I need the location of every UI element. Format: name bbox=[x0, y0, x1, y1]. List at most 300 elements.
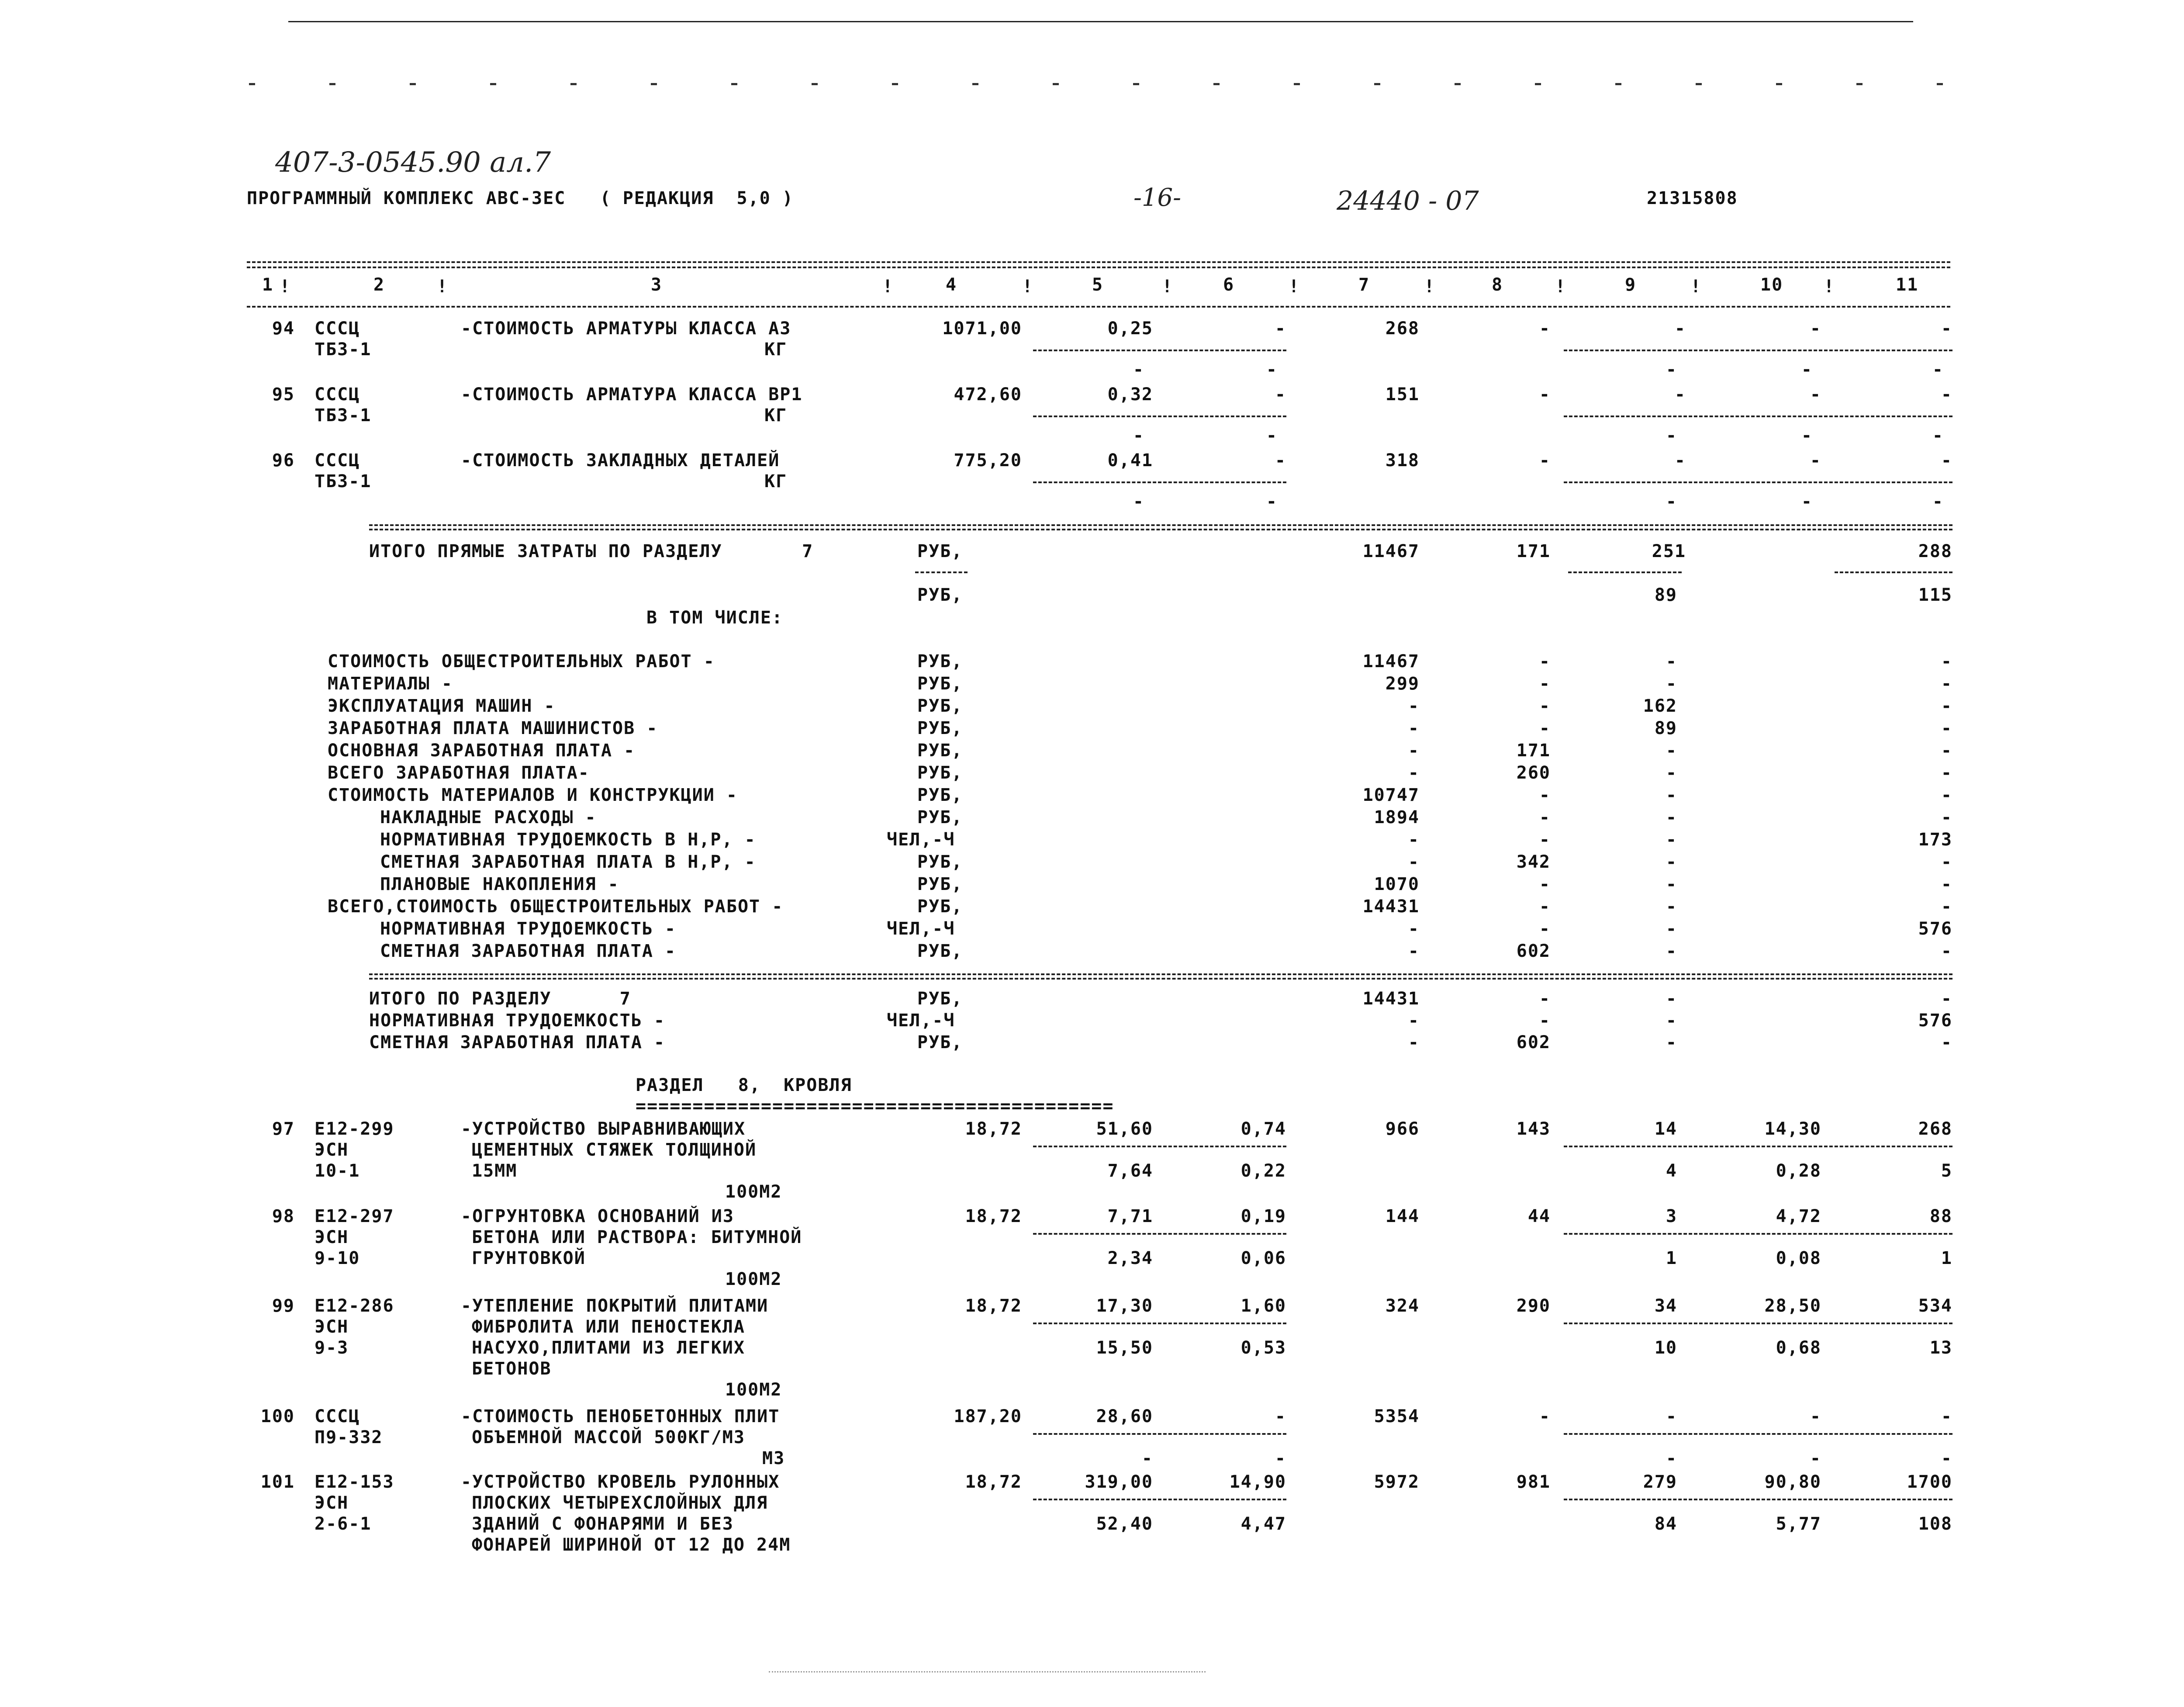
cell-c10: 28,50 bbox=[1764, 1296, 1821, 1316]
cell-c11: - bbox=[1941, 1406, 1952, 1427]
section-total-c11: - bbox=[1941, 1032, 1952, 1053]
cell-sub-c6: - bbox=[1266, 492, 1278, 512]
table-top-rule bbox=[247, 261, 1950, 263]
cell-c11: 534 bbox=[1918, 1296, 1952, 1316]
total-c9: 251 bbox=[1652, 541, 1686, 561]
section-rule bbox=[369, 529, 1952, 530]
program-title: ПРОГРАММНЫЙ КОМПЛЕКС АВС-3ЕС ( РЕДАКЦИЯ 5,0 ) bbox=[247, 188, 794, 208]
breakdown-label: ЭКСПЛУАТАЦИЯ МАШИН - bbox=[328, 696, 556, 716]
cell-sub-c10: - bbox=[1801, 360, 1813, 380]
item-number: 95 bbox=[272, 384, 295, 405]
cell-c7: 966 bbox=[1385, 1119, 1420, 1139]
breakdown-c9: - bbox=[1666, 651, 1677, 672]
cell-sub-s9: 1 bbox=[1666, 1248, 1677, 1268]
breakdown-c9: - bbox=[1666, 763, 1677, 783]
column-separator: ! bbox=[1162, 277, 1174, 297]
cell-sub-c5: - bbox=[1133, 492, 1144, 512]
breakdown-label: СМЕТНАЯ ЗАРАБОТНАЯ ПЛАТА В Н,Р, - bbox=[380, 852, 756, 872]
cell-c9: 279 bbox=[1643, 1472, 1677, 1492]
perforation-tick bbox=[1455, 83, 1461, 85]
column-separator: ! bbox=[1022, 277, 1034, 297]
cell-c11: - bbox=[1941, 384, 1952, 405]
subtotal-rule bbox=[1033, 1499, 1286, 1500]
perforation-tick bbox=[410, 83, 416, 85]
item-unit: КГ bbox=[764, 471, 788, 492]
section-total-unit: ЧЕЛ,-Ч bbox=[887, 1011, 955, 1031]
section-total-unit: РУБ, bbox=[917, 1032, 963, 1053]
breakdown-unit: ЧЕЛ,-Ч bbox=[887, 919, 955, 939]
column-number: 10 bbox=[1760, 275, 1783, 295]
column-separator: ! bbox=[280, 277, 291, 297]
cell-c8: 981 bbox=[1516, 1472, 1551, 1492]
column-separator: ! bbox=[1555, 277, 1567, 297]
scan-speckle bbox=[769, 1671, 1206, 1672]
section-rule bbox=[369, 524, 1952, 526]
section-total-c7: 14431 bbox=[1362, 989, 1420, 1009]
item-description: НАСУХО,ПЛИТАМИ ИЗ ЛЕГКИХ bbox=[472, 1338, 745, 1358]
breakdown-c8: - bbox=[1539, 674, 1551, 694]
cell-sub-s9: - bbox=[1666, 1448, 1677, 1468]
item-code: ЭСН bbox=[314, 1140, 349, 1160]
item-number: 99 bbox=[272, 1296, 295, 1316]
item-code: П9-332 bbox=[314, 1427, 383, 1447]
total-c8: 171 bbox=[1516, 541, 1551, 561]
cell-c5: 28,60 bbox=[1096, 1406, 1153, 1427]
item-description: ОБЪЕМНОЙ МАССОЙ 500КГ/М3 bbox=[472, 1427, 745, 1447]
cell-c6: - bbox=[1275, 384, 1286, 405]
breakdown-c8: - bbox=[1539, 919, 1551, 939]
item-description: -СТОИМОСТЬ АРМАТУРА КЛАССА ВР1 bbox=[461, 384, 803, 405]
item-unit: 100М2 bbox=[725, 1269, 782, 1289]
section-total-label: НОРМАТИВНАЯ ТРУДОЕМКОСТЬ - bbox=[369, 1011, 666, 1031]
subtotal-rule bbox=[1564, 481, 1952, 483]
breakdown-c7: 299 bbox=[1385, 674, 1420, 694]
breakdown-c8: 602 bbox=[1516, 941, 1551, 961]
item-code: 2-6-1 bbox=[314, 1514, 372, 1534]
cell-c5: 51,60 bbox=[1096, 1119, 1153, 1139]
cell-c6: - bbox=[1275, 1406, 1286, 1427]
breakdown-unit: РУБ, bbox=[917, 674, 963, 694]
cell-c5: 7,71 bbox=[1107, 1206, 1153, 1226]
breakdown-c8: - bbox=[1539, 830, 1551, 850]
subtotal-rule bbox=[1564, 1499, 1952, 1500]
item-number: 97 bbox=[272, 1119, 295, 1139]
total-unit: РУБ, bbox=[917, 541, 963, 561]
item-description: ГРУНТОВКОЙ bbox=[472, 1248, 586, 1268]
cell-sub-s6: 0,53 bbox=[1241, 1338, 1286, 1358]
item-unit: М3 bbox=[762, 1448, 785, 1468]
item-number: 94 bbox=[272, 319, 295, 339]
scan-top-rule bbox=[288, 21, 1913, 22]
cell-c7: 268 bbox=[1385, 319, 1420, 339]
breakdown-c7: - bbox=[1408, 696, 1420, 716]
cell-c11: 1700 bbox=[1907, 1472, 1952, 1492]
cell-sub-s10: - bbox=[1810, 1448, 1821, 1468]
column-separator: ! bbox=[437, 277, 449, 297]
cell-c5: 0,41 bbox=[1107, 450, 1153, 471]
table-top-rule-2 bbox=[247, 267, 1950, 268]
item-unit: 100М2 bbox=[725, 1380, 782, 1400]
item-description: ФОНАРЕЙ ШИРИНОЙ ОТ 12 ДО 24М bbox=[472, 1535, 791, 1555]
section-8-underline: ========================================== bbox=[636, 1096, 1114, 1116]
breakdown-c8: 171 bbox=[1516, 741, 1551, 761]
cell-c5: 17,30 bbox=[1096, 1296, 1153, 1316]
breakdown-unit: РУБ, bbox=[917, 807, 963, 828]
item-code: 9-3 bbox=[314, 1338, 349, 1358]
item-code: СССЦ bbox=[314, 384, 360, 405]
column-number: 11 bbox=[1896, 275, 1919, 295]
cell-sub-s6: 0,22 bbox=[1241, 1161, 1286, 1181]
item-description: -УТЕПЛЕНИЕ ПОКРЫТИЙ ПЛИТАМИ bbox=[461, 1296, 769, 1316]
subtotal-rule bbox=[1564, 415, 1952, 417]
item-code: Е12-297 bbox=[314, 1206, 394, 1226]
column-number: 8 bbox=[1492, 275, 1503, 295]
breakdown-c11: - bbox=[1941, 741, 1952, 761]
subtotal-rule bbox=[1564, 350, 1952, 351]
breakdown-c11: - bbox=[1941, 718, 1952, 738]
column-number: 5 bbox=[1092, 275, 1104, 295]
breakdown-label: СТОИМОСТЬ МАТЕРИАЛОВ И КОНСТРУКЦИИ - bbox=[328, 785, 738, 805]
breakdown-label: ПЛАНОВЫЕ НАКОПЛЕНИЯ - bbox=[380, 874, 619, 894]
cell-sub-s5: 7,64 bbox=[1107, 1161, 1153, 1181]
cell-c6: 14,90 bbox=[1229, 1472, 1286, 1492]
cell-c10: - bbox=[1810, 384, 1821, 405]
including-label: В ТОМ ЧИСЛЕ: bbox=[646, 608, 783, 628]
cell-c9: 3 bbox=[1666, 1206, 1677, 1226]
total-direct-label: ИТОГО ПРЯМЫЕ ЗАТРАТЫ ПО РАЗДЕЛУ 7 bbox=[369, 541, 814, 561]
perforation-tick bbox=[1776, 83, 1782, 85]
column-number: 1 bbox=[262, 275, 274, 295]
breakdown-c8: - bbox=[1539, 807, 1551, 828]
item-code: Е12-153 bbox=[314, 1472, 394, 1492]
item-number: 100 bbox=[260, 1406, 295, 1427]
total-c7: 11467 bbox=[1362, 541, 1420, 561]
item-code: ТБ3-1 bbox=[314, 339, 372, 360]
cell-c8: 290 bbox=[1516, 1296, 1551, 1316]
cell-sub-s10: 5,77 bbox=[1776, 1514, 1821, 1534]
breakdown-c8: - bbox=[1539, 874, 1551, 894]
perforation-tick bbox=[1856, 83, 1863, 85]
section-total-c7: - bbox=[1408, 1011, 1420, 1031]
cell-c10: - bbox=[1810, 1406, 1821, 1427]
cell-c10: 90,80 bbox=[1764, 1472, 1821, 1492]
item-description: ЗДАНИЙ С ФОНАРЯМИ И БЕЗ bbox=[472, 1514, 734, 1534]
cell-sub-s5: 15,50 bbox=[1096, 1338, 1153, 1358]
perforation-tick bbox=[812, 83, 818, 85]
column-number: 7 bbox=[1358, 275, 1370, 295]
perforation-tick bbox=[1615, 83, 1621, 85]
perforation-tick bbox=[249, 83, 255, 85]
item-code: 9-10 bbox=[314, 1248, 360, 1268]
perforation-tick bbox=[1696, 83, 1702, 85]
total-underline bbox=[1568, 571, 1682, 573]
item-number: 96 bbox=[272, 450, 295, 471]
breakdown-c7: 10747 bbox=[1362, 785, 1420, 805]
cell-c10: 4,72 bbox=[1776, 1206, 1821, 1226]
breakdown-c11: - bbox=[1941, 763, 1952, 783]
breakdown-c8: 260 bbox=[1516, 763, 1551, 783]
cell-sub-c11: - bbox=[1932, 360, 1944, 380]
section-total-c9: - bbox=[1666, 1011, 1677, 1031]
cell-c9: - bbox=[1674, 319, 1686, 339]
cell-c8: 44 bbox=[1527, 1206, 1551, 1226]
item-code: ТБ3-1 bbox=[314, 471, 372, 492]
cell-c4: 187,20 bbox=[954, 1406, 1022, 1427]
handwritten-code: 407-3-0545.90 ал.7 bbox=[275, 146, 551, 179]
breakdown-c8: - bbox=[1539, 718, 1551, 738]
breakdown-label: ЗАРАБОТНАЯ ПЛАТА МАШИНИСТОВ - bbox=[328, 718, 658, 738]
cell-sub-s11: 13 bbox=[1929, 1338, 1952, 1358]
breakdown-c7: - bbox=[1408, 718, 1420, 738]
breakdown-c8: 342 bbox=[1516, 852, 1551, 872]
breakdown-label: ВСЕГО ЗАРАБОТНАЯ ПЛАТА- bbox=[328, 763, 590, 783]
cell-sub-c10: - bbox=[1801, 426, 1813, 446]
item-code: СССЦ bbox=[314, 319, 360, 339]
breakdown-c9: - bbox=[1666, 674, 1677, 694]
breakdown-c9: 162 bbox=[1643, 696, 1677, 716]
item-code: ТБ3-1 bbox=[314, 405, 372, 426]
column-number: 9 bbox=[1625, 275, 1637, 295]
breakdown-c11: - bbox=[1941, 941, 1952, 961]
breakdown-unit: РУБ, bbox=[917, 897, 963, 917]
section-total-unit: РУБ, bbox=[917, 989, 963, 1009]
cell-sub-s5: 52,40 bbox=[1096, 1514, 1153, 1534]
item-unit: КГ bbox=[764, 339, 788, 360]
perforation-tick bbox=[731, 83, 737, 85]
cell-sub-c5: - bbox=[1133, 426, 1144, 446]
cell-sub-s11: 5 bbox=[1941, 1161, 1952, 1181]
subtotal-rule bbox=[1564, 1433, 1952, 1435]
column-number: 3 bbox=[651, 275, 663, 295]
breakdown-c7: - bbox=[1408, 941, 1420, 961]
cell-c5: 0,25 bbox=[1107, 319, 1153, 339]
item-number: 98 bbox=[272, 1206, 295, 1226]
breakdown-c9: - bbox=[1666, 941, 1677, 961]
breakdown-c7: - bbox=[1408, 852, 1420, 872]
total-unit-2: РУБ, bbox=[917, 585, 963, 605]
breakdown-label: СТОИМОСТЬ ОБЩЕСТРОИТЕЛЬНЫХ РАБОТ - bbox=[328, 651, 715, 672]
cell-c4: 18,72 bbox=[965, 1119, 1022, 1139]
item-description: БЕТОНА ИЛИ РАСТВОРА: БИТУМНОЙ bbox=[472, 1227, 802, 1247]
breakdown-c7: 14431 bbox=[1362, 897, 1420, 917]
section-total-c8: - bbox=[1539, 1011, 1551, 1031]
breakdown-c9: - bbox=[1666, 741, 1677, 761]
breakdown-label: МАТЕРИАЛЫ - bbox=[328, 674, 453, 694]
breakdown-c7: - bbox=[1408, 919, 1420, 939]
breakdown-c9: 89 bbox=[1654, 718, 1677, 738]
breakdown-c11: 576 bbox=[1918, 919, 1952, 939]
total-underline bbox=[915, 571, 968, 573]
cell-c4: 1071,00 bbox=[942, 319, 1022, 339]
cell-sub-s9: 10 bbox=[1654, 1338, 1677, 1358]
subtotal-rule bbox=[1033, 1323, 1286, 1324]
item-code: СССЦ bbox=[314, 1406, 360, 1427]
column-separator: ! bbox=[1289, 277, 1300, 297]
subtotal-rule bbox=[1033, 1146, 1286, 1147]
breakdown-unit: РУБ, bbox=[917, 874, 963, 894]
breakdown-c11: - bbox=[1941, 696, 1952, 716]
item-unit: КГ bbox=[764, 405, 788, 426]
breakdown-c9: - bbox=[1666, 830, 1677, 850]
cell-c4: 472,60 bbox=[954, 384, 1022, 405]
breakdown-c7: - bbox=[1408, 741, 1420, 761]
breakdown-c11: - bbox=[1941, 674, 1952, 694]
cell-c9: 34 bbox=[1654, 1296, 1677, 1316]
cell-sub-s5: 2,34 bbox=[1107, 1248, 1153, 1268]
breakdown-unit: РУБ, bbox=[917, 651, 963, 672]
item-code: ЭСН bbox=[314, 1317, 349, 1337]
cell-c9: 14 bbox=[1654, 1119, 1677, 1139]
subtotal-rule bbox=[1033, 350, 1286, 351]
cell-sub-s10: 0,28 bbox=[1776, 1161, 1821, 1181]
section-total-c7: - bbox=[1408, 1032, 1420, 1053]
breakdown-unit: РУБ, bbox=[917, 696, 963, 716]
cell-sub-c10: - bbox=[1801, 492, 1813, 512]
cell-c7: 318 bbox=[1385, 450, 1420, 471]
column-separator: ! bbox=[1690, 277, 1702, 297]
item-description: БЕТОНОВ bbox=[472, 1359, 552, 1379]
item-description: -СТОИМОСТЬ ЗАКЛАДНЫХ ДЕТАЛЕЙ bbox=[461, 450, 780, 471]
cell-c7: 5354 bbox=[1374, 1406, 1420, 1427]
breakdown-c7: - bbox=[1408, 763, 1420, 783]
perforation-tick bbox=[1535, 83, 1541, 85]
item-code: Е12-299 bbox=[314, 1119, 394, 1139]
section-rule bbox=[369, 978, 1952, 980]
perforation-tick bbox=[1213, 83, 1220, 85]
cell-sub-s11: 1 bbox=[1941, 1248, 1952, 1268]
cell-c5: 319,00 bbox=[1085, 1472, 1153, 1492]
cell-sub-s11: 108 bbox=[1918, 1514, 1952, 1534]
perforation-tick bbox=[570, 83, 577, 85]
breakdown-c9: - bbox=[1666, 874, 1677, 894]
breakdown-label: НОРМАТИВНАЯ ТРУДОЕМКОСТЬ - bbox=[380, 919, 677, 939]
cell-c11: 268 bbox=[1918, 1119, 1952, 1139]
breakdown-c9: - bbox=[1666, 807, 1677, 828]
perforation-tick bbox=[1133, 83, 1139, 85]
cell-c9: - bbox=[1674, 384, 1686, 405]
section-total-label: ИТОГО ПО РАЗДЕЛУ 7 bbox=[369, 989, 631, 1009]
section-total-c11: 576 bbox=[1918, 1011, 1952, 1031]
item-code: Е12-286 bbox=[314, 1296, 394, 1316]
item-code: СССЦ bbox=[314, 450, 360, 471]
total-c11: 288 bbox=[1918, 541, 1952, 561]
item-code: ЭСН bbox=[314, 1493, 349, 1513]
cell-c9: - bbox=[1674, 450, 1686, 471]
column-separator: ! bbox=[1824, 277, 1835, 297]
cell-c8: - bbox=[1539, 319, 1551, 339]
subtotal-rule bbox=[1564, 1233, 1952, 1235]
section-total-c9: - bbox=[1666, 989, 1677, 1009]
cell-c4: 18,72 bbox=[965, 1296, 1022, 1316]
cell-sub-c6: - bbox=[1266, 426, 1278, 446]
cell-sub-s11: - bbox=[1941, 1448, 1952, 1468]
cell-c6: - bbox=[1275, 450, 1286, 471]
item-number: 101 bbox=[260, 1472, 295, 1492]
subtotal-rule bbox=[1564, 1146, 1952, 1147]
item-description: -СТОИМОСТЬ АРМАТУРЫ КЛАССА А3 bbox=[461, 319, 791, 339]
breakdown-c11: 173 bbox=[1918, 830, 1952, 850]
column-number: 2 bbox=[373, 275, 385, 295]
perforation-tick bbox=[1053, 83, 1059, 85]
breakdown-label: ВСЕГО,СТОИМОСТЬ ОБЩЕСТРОИТЕЛЬНЫХ РАБОТ - bbox=[328, 897, 784, 917]
cell-c8: - bbox=[1539, 384, 1551, 405]
breakdown-c8: - bbox=[1539, 785, 1551, 805]
section-total-c8: - bbox=[1539, 989, 1551, 1009]
cell-c10: - bbox=[1810, 450, 1821, 471]
perforation-tick bbox=[972, 83, 978, 85]
section-rule bbox=[369, 973, 1952, 975]
cell-sub-s9: 84 bbox=[1654, 1514, 1677, 1534]
breakdown-unit: РУБ, bbox=[917, 741, 963, 761]
perforation-tick bbox=[651, 83, 657, 85]
cell-sub-c9: - bbox=[1666, 360, 1677, 380]
total-c9-sub: 89 bbox=[1654, 585, 1677, 605]
column-number: 4 bbox=[946, 275, 957, 295]
cell-sub-s6: 0,06 bbox=[1241, 1248, 1286, 1268]
breakdown-c11: - bbox=[1941, 852, 1952, 872]
breakdown-c8: - bbox=[1539, 651, 1551, 672]
cell-sub-s6: 4,47 bbox=[1241, 1514, 1286, 1534]
breakdown-label: ОСНОВНАЯ ЗАРАБОТНАЯ ПЛАТА - bbox=[328, 741, 636, 761]
cell-sub-s5: - bbox=[1141, 1448, 1153, 1468]
item-code: ЭСН bbox=[314, 1227, 349, 1247]
cell-c8: - bbox=[1539, 1406, 1551, 1427]
perforation-tick bbox=[329, 83, 335, 85]
handwritten-doc-number: 24440 - 07 bbox=[1337, 186, 1479, 216]
breakdown-c11: - bbox=[1941, 897, 1952, 917]
cell-c6: 0,19 bbox=[1241, 1206, 1286, 1226]
item-description: ФИБРОЛИТА ИЛИ ПЕНОСТЕКЛА bbox=[472, 1317, 745, 1337]
subtotal-rule bbox=[1033, 1433, 1286, 1435]
breakdown-label: СМЕТНАЯ ЗАРАБОТНАЯ ПЛАТА - bbox=[380, 941, 677, 961]
cell-sub-s9: 4 bbox=[1666, 1161, 1677, 1181]
subtotal-rule bbox=[1033, 1233, 1286, 1235]
breakdown-unit: РУБ, bbox=[917, 718, 963, 738]
breakdown-unit: РУБ, bbox=[917, 852, 963, 872]
cell-c11: - bbox=[1941, 450, 1952, 471]
breakdown-c7: - bbox=[1408, 830, 1420, 850]
breakdown-unit: ЧЕЛ,-Ч bbox=[887, 830, 955, 850]
item-code: 10-1 bbox=[314, 1161, 360, 1181]
subtotal-rule bbox=[1033, 415, 1286, 417]
cell-c7: 144 bbox=[1385, 1206, 1420, 1226]
page-number: -16- bbox=[1133, 184, 1182, 212]
subtotal-rule bbox=[1033, 481, 1286, 483]
cell-c9: - bbox=[1666, 1406, 1677, 1427]
cell-c4: 18,72 bbox=[965, 1472, 1022, 1492]
section-total-c11: - bbox=[1941, 989, 1952, 1009]
cell-c6: 0,74 bbox=[1241, 1119, 1286, 1139]
breakdown-c8: - bbox=[1539, 696, 1551, 716]
cell-c7: 151 bbox=[1385, 384, 1420, 405]
breakdown-c7: 1070 bbox=[1374, 874, 1420, 894]
breakdown-label: НОРМАТИВНАЯ ТРУДОЕМКОСТЬ В Н,Р, - bbox=[380, 830, 756, 850]
cell-c7: 324 bbox=[1385, 1296, 1420, 1316]
section-total-label: СМЕТНАЯ ЗАРАБОТНАЯ ПЛАТА - bbox=[369, 1032, 666, 1053]
cell-sub-c11: - bbox=[1932, 492, 1944, 512]
cell-c5: 0,32 bbox=[1107, 384, 1153, 405]
total-underline bbox=[1835, 571, 1952, 573]
cell-c10: - bbox=[1810, 319, 1821, 339]
item-description: -ОГРУНТОВКА ОСНОВАНИЙ ИЗ bbox=[461, 1206, 734, 1226]
breakdown-c9: - bbox=[1666, 785, 1677, 805]
item-description: 15ММ bbox=[472, 1161, 518, 1181]
breakdown-c7: 1894 bbox=[1374, 807, 1420, 828]
breakdown-c9: - bbox=[1666, 897, 1677, 917]
cell-c6: - bbox=[1275, 319, 1286, 339]
cell-sub-c9: - bbox=[1666, 492, 1677, 512]
cell-c10: 14,30 bbox=[1764, 1119, 1821, 1139]
